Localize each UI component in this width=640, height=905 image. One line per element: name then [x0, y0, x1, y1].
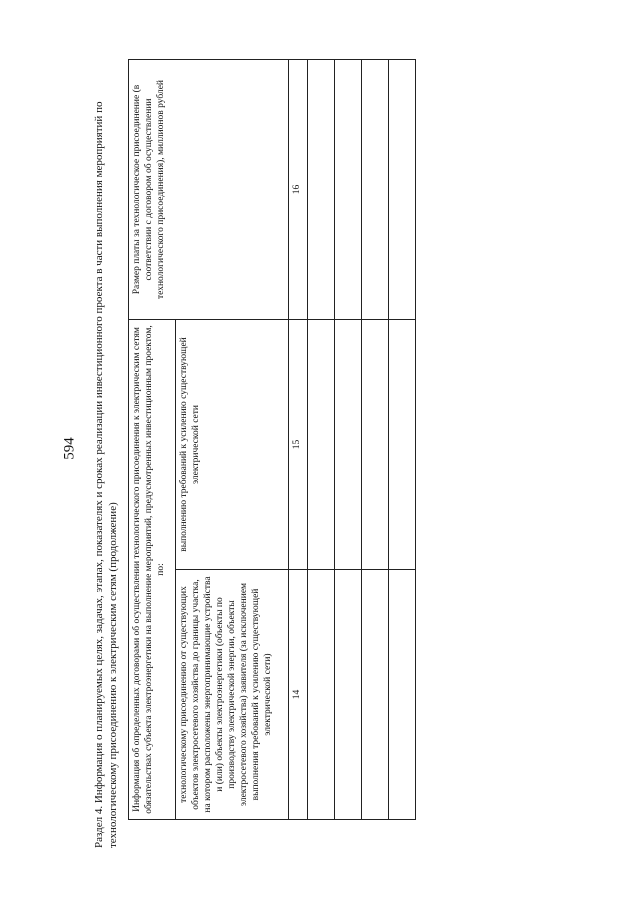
table-row [308, 60, 335, 820]
page-number: 594 [61, 437, 78, 460]
table-cell [308, 60, 335, 320]
column-number-16: 16 [289, 60, 308, 320]
table-cell [335, 570, 362, 820]
column-number-14: 14 [289, 570, 308, 820]
table-cell [335, 320, 362, 570]
rotated-page-content [92, 48, 412, 848]
table-cell [335, 60, 362, 320]
table-cell [308, 570, 335, 820]
table-cell [362, 320, 389, 570]
table-cell [389, 570, 416, 820]
table-row [362, 60, 389, 820]
col1-header-cell: технологическому присоединению от существующих объектов электросетевого хозяйства до границы участка, на котором расположены энергопринимающие устройства и (или) объекты электроэнергетики (объекты по производству электрической энергии, объекты электросетевого хозяйства) заявителя (за исключением выполнения требований к усилению существующей электрической сети) [176, 570, 289, 820]
section-heading: Раздел 4. Информация о планируемых целях, задачах, этапах, показателях и сроках реализации инвестиционного проекта в части выполнения мероприятий по технологическому присоединению к электрическим сетям (продолжение) [93, 101, 119, 848]
table-row [389, 60, 416, 820]
table-row [335, 60, 362, 820]
table-cell [389, 60, 416, 320]
column-number-row [289, 60, 308, 820]
table-cell [389, 320, 416, 570]
col3-header-cell: Размер платы за технологическое присоединение (в соответствии с договором об осуществлении технологического присоединения), миллионов рублей [129, 60, 289, 320]
table-cell [362, 570, 389, 820]
data-table [128, 59, 416, 820]
column-number-15: 15 [289, 320, 308, 570]
group-header-cell: Информация об определенных договорами об осуществлении технологического присоединения к электрическим сетям обязательствах субъекта электроэнергетики на выполнение мероприятий, предусмотренных инвестиционным проектом, по: [129, 320, 176, 820]
table-cell [308, 320, 335, 570]
table-cell [362, 60, 389, 320]
col2-header-cell: выполнению требований к усилению существующей электрической сети [176, 320, 289, 570]
